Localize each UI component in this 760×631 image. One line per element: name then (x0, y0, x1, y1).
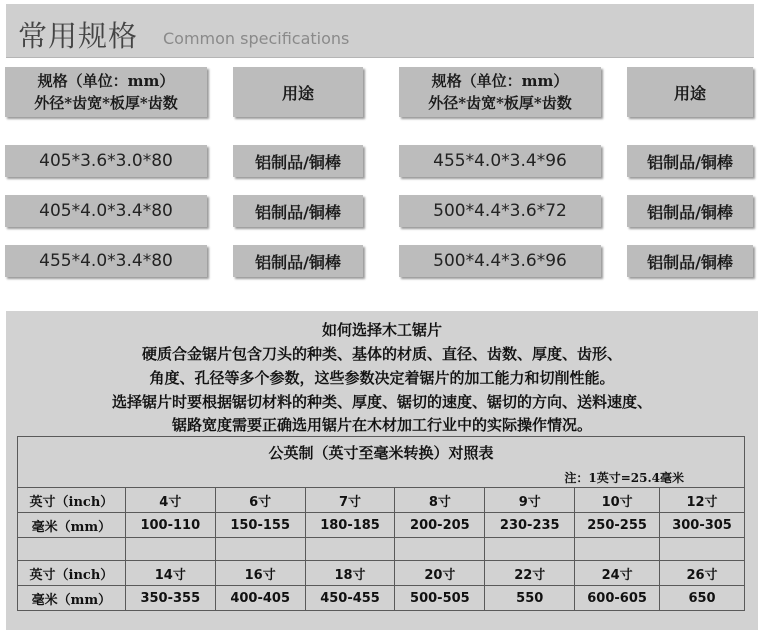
mm-cell: 250-255 (575, 513, 660, 538)
inch-mm-conversion-table (17, 436, 745, 611)
mm-cell: 200-205 (395, 513, 485, 538)
inch-cell: 8寸 (395, 488, 485, 513)
guide-text-line4: 锯路宽度需要正确选用锯片在木材加工行业中的实际操作情况。 (171, 416, 592, 434)
spec-cell: 405*4.0*3.4*80 (5, 195, 207, 227)
spec-cell: 455*4.0*3.4*80 (5, 245, 207, 277)
mm-row-label: 毫米（mm） (18, 513, 126, 538)
mm-cell: 180-185 (305, 513, 395, 538)
table-row (18, 513, 745, 538)
guide-text-line2: 角度、孔径等多个参数，这些参数决定着锯片的加工能力和切削性能。 (149, 369, 615, 387)
mm-cell: 450-455 (305, 586, 395, 611)
mm-cell: 150-155 (215, 513, 305, 538)
spec-header-left (5, 67, 207, 117)
spec-cell: 500*4.4*3.6*96 (399, 245, 601, 277)
inch-cell: 20寸 (395, 561, 485, 586)
inch-cell: 12寸 (660, 488, 745, 513)
use-cell: 铝制品/铜棒 (233, 195, 363, 227)
guide-text-line1: 硬质合金锯片包含刀头的种类、基体的材质、直径、齿数、厚度、齿形、 (141, 345, 622, 363)
section-title-zh: 常用规格 (18, 19, 139, 53)
use-header-label: 用途 (673, 83, 706, 103)
table-row (18, 488, 745, 513)
spec-header-right (399, 67, 601, 117)
spec-cell: 405*3.6*3.0*80 (5, 145, 207, 177)
spec-cell: 500*4.4*3.6*72 (399, 195, 601, 227)
inch-cell: 14寸 (125, 561, 215, 586)
mm-cell: 350-355 (125, 586, 215, 611)
table-row (18, 586, 745, 611)
inch-cell: 9寸 (485, 488, 575, 513)
spec-header-line1: 规格（单位：mm） (37, 72, 175, 90)
mm-cell: 650 (660, 586, 745, 611)
inch-cell: 10寸 (575, 488, 660, 513)
inch-cell: 16寸 (215, 561, 305, 586)
use-header-right (627, 67, 753, 117)
mm-cell: 550 (485, 586, 575, 611)
guide-title: 如何选择木工锯片 (321, 321, 442, 339)
inch-cell: 7寸 (305, 488, 395, 513)
mm-row-label: 毫米（mm） (18, 586, 126, 611)
spec-header-line1: 规格（单位：mm） (431, 72, 569, 90)
inch-row-label: 英寸（inch） (18, 561, 126, 586)
mm-cell: 400-405 (215, 586, 305, 611)
section-header (6, 4, 754, 58)
mm-cell: 100-110 (125, 513, 215, 538)
inch-cell: 24寸 (575, 561, 660, 586)
mm-cell: 500-505 (395, 586, 485, 611)
inch-row-label: 英寸（inch） (18, 488, 126, 513)
inch-cell: 6寸 (215, 488, 305, 513)
use-header-label: 用途 (281, 83, 314, 103)
spec-header-line2: 外径*齿宽*板厚*齿数 (34, 94, 178, 112)
spec-cell: 455*4.0*3.4*96 (399, 145, 601, 177)
guide-text-line3: 选择锯片时要根据锯切材料的种类、厚度、锯切的速度、锯切的方向、送料速度、 (111, 393, 652, 411)
use-cell: 铝制品/铜棒 (233, 145, 363, 177)
use-header-left (233, 67, 363, 117)
inch-cell: 22寸 (485, 561, 575, 586)
use-cell: 铝制品/铜棒 (627, 195, 753, 227)
table-row (18, 561, 745, 586)
section-title-en: Common specifications (163, 29, 350, 48)
inch-cell: 18寸 (305, 561, 395, 586)
conversion-note: 注：1英寸=25.4毫米 (18, 467, 745, 488)
use-cell: 铝制品/铜棒 (233, 245, 363, 277)
conversion-table-title: 公英制（英寸至毫米转换）对照表 (18, 437, 745, 468)
inch-cell: 4寸 (125, 488, 215, 513)
mm-cell: 600-605 (575, 586, 660, 611)
table-spacer-row (18, 538, 745, 561)
use-cell: 铝制品/铜棒 (627, 245, 753, 277)
mm-cell: 230-235 (485, 513, 575, 538)
inch-cell: 26寸 (660, 561, 745, 586)
mm-cell: 300-305 (660, 513, 745, 538)
use-cell: 铝制品/铜棒 (627, 145, 753, 177)
spec-header-line2: 外径*齿宽*板厚*齿数 (428, 94, 572, 112)
